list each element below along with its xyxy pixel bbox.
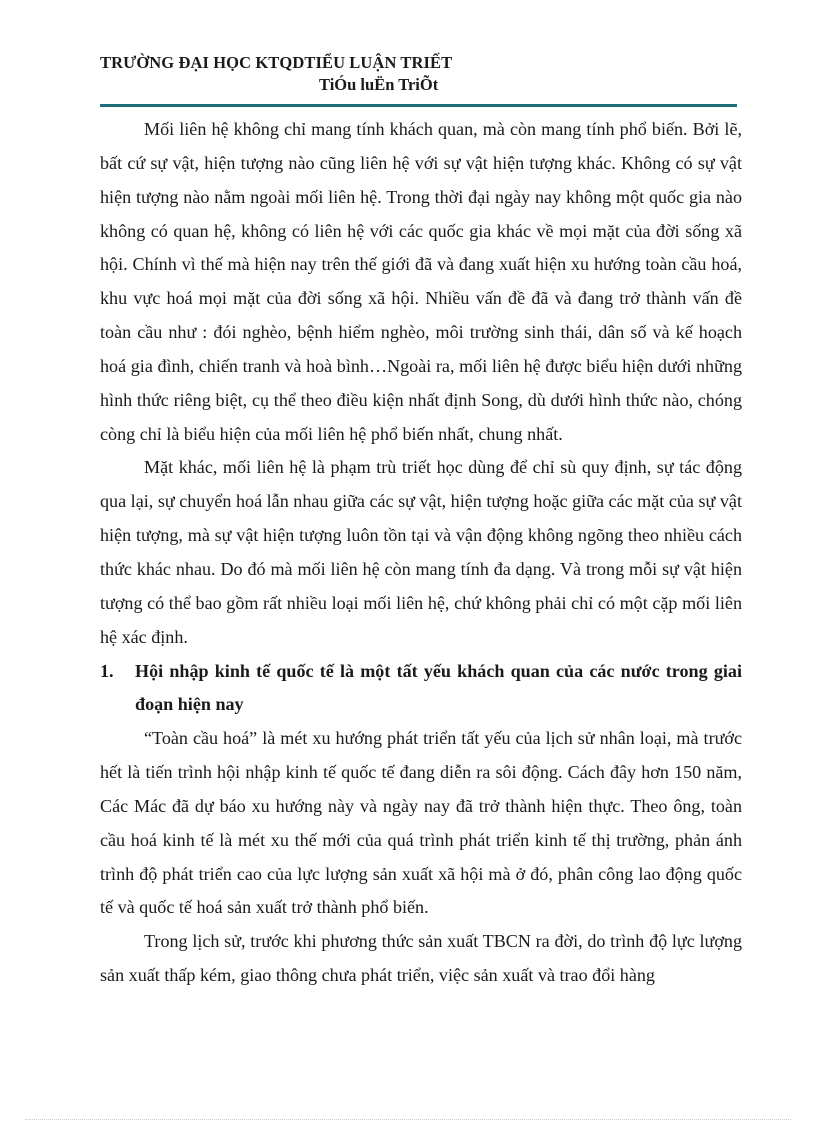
- section-heading: [100, 655, 742, 723]
- paragraph-1: Mối liên hệ không chỉ mang tính khách quan, mà còn mang tính phổ biến. Bởi lẽ, bất cứ sự vật, hiện tượng nào cũng liên hệ với sự vật hiện tượng khác. Không có sự vật hiện tượng nào nằm ngoài mối liên hệ. Trong thời đại ngày nay không một quốc gia nào không có quan hệ, không có liên hệ với các quốc gia khác về mọi mặt của đời sống xã hội. Chính vì thế mà hiện nay trên thế giới đã và đang xuất hiện xu hướng toàn cầu hoá, khu vực hoá mọi mặt của đời sống xã hội. Nhiều vấn đề đã và đang trở thành vấn đề toàn cầu như : đói nghèo, bệnh hiểm nghèo, môi trường sinh thái, dân số và kế hoạch hoá gia đình, chiến tranh và hoà bình…Ngoài ra, mối liên hệ được biểu hiện dưới những hình thức riêng biệt, cụ thể theo điều kiện nhất định Song, dù dưới hình thức nào, chóng còng chỉ là biểu hiện của mối liên hệ phổ biến nhất, chung nhất.: [100, 119, 742, 444]
- document-body: [100, 113, 742, 993]
- page-header: [100, 52, 740, 96]
- paragraph-2: Mặt khác, mối liên hệ là phạm trù triết học dùng để chỉ sù quy định, sự tác động qua lại, sự chuyển hoá lẫn nhau giữa các sự vật, hiện tượng hoặc giữa các mặt của sự vật hiện tượng, mà sự vật hiện tượng luôn tồn tại và vận động không ngõng theo nhiều cách thức khác nhau. Do đó mà mối liên hệ còn mang tính đa dạng. Và trong mỗi sự vật hiện tượng có thể bao gồm rất nhiều loại mối liên hệ, chứ không phải chỉ có một cặp mối liên hệ xác định.: [100, 457, 742, 647]
- page-bottom-divider: [25, 1119, 791, 1120]
- section-number: 1.: [100, 660, 114, 681]
- paragraph-3: “Toàn cầu hoá” là mét xu hướng phát triển tất yếu của lịch sử nhân loại, mà trước hết là tiến trình hội nhập kinh tế quốc tế đang diễn ra sôi động. Cách đây hơn 150 năm, Các Mác đã dự báo xu hướng này và ngày nay đã trở thành hiện thực. Theo ông, toàn cầu hoá kinh tế là mét xu thế mới của quá trình phát triển kinh tế thị trường, phản ánh trình độ phát triển cao của lực lượng sản xuất xã hội mà ở đó, phân công lao động quốc tế và quốc tế hoá sản xuất trở thành phổ biến.: [100, 728, 742, 918]
- paragraph-4: Trong lịch sử, trước khi phương thức sản xuất TBCN ra đời, do trình độ lực lượng sản xuất thấp kém, giao thông chưa phát triển, việc sản xuất và trao đổi hàng: [100, 931, 742, 986]
- header-subtitle: TiÓu luËn TriÕt: [319, 75, 439, 94]
- header-divider: [100, 104, 737, 107]
- header-title: TRƯỜNG ĐẠI HỌC KTQDTIỂU LUẬN TRIẾT: [100, 53, 453, 72]
- section-title: Hội nhập kinh tế quốc tế là một tất yếu khách quan của các nước trong giai đoạn hiện nay: [135, 660, 742, 715]
